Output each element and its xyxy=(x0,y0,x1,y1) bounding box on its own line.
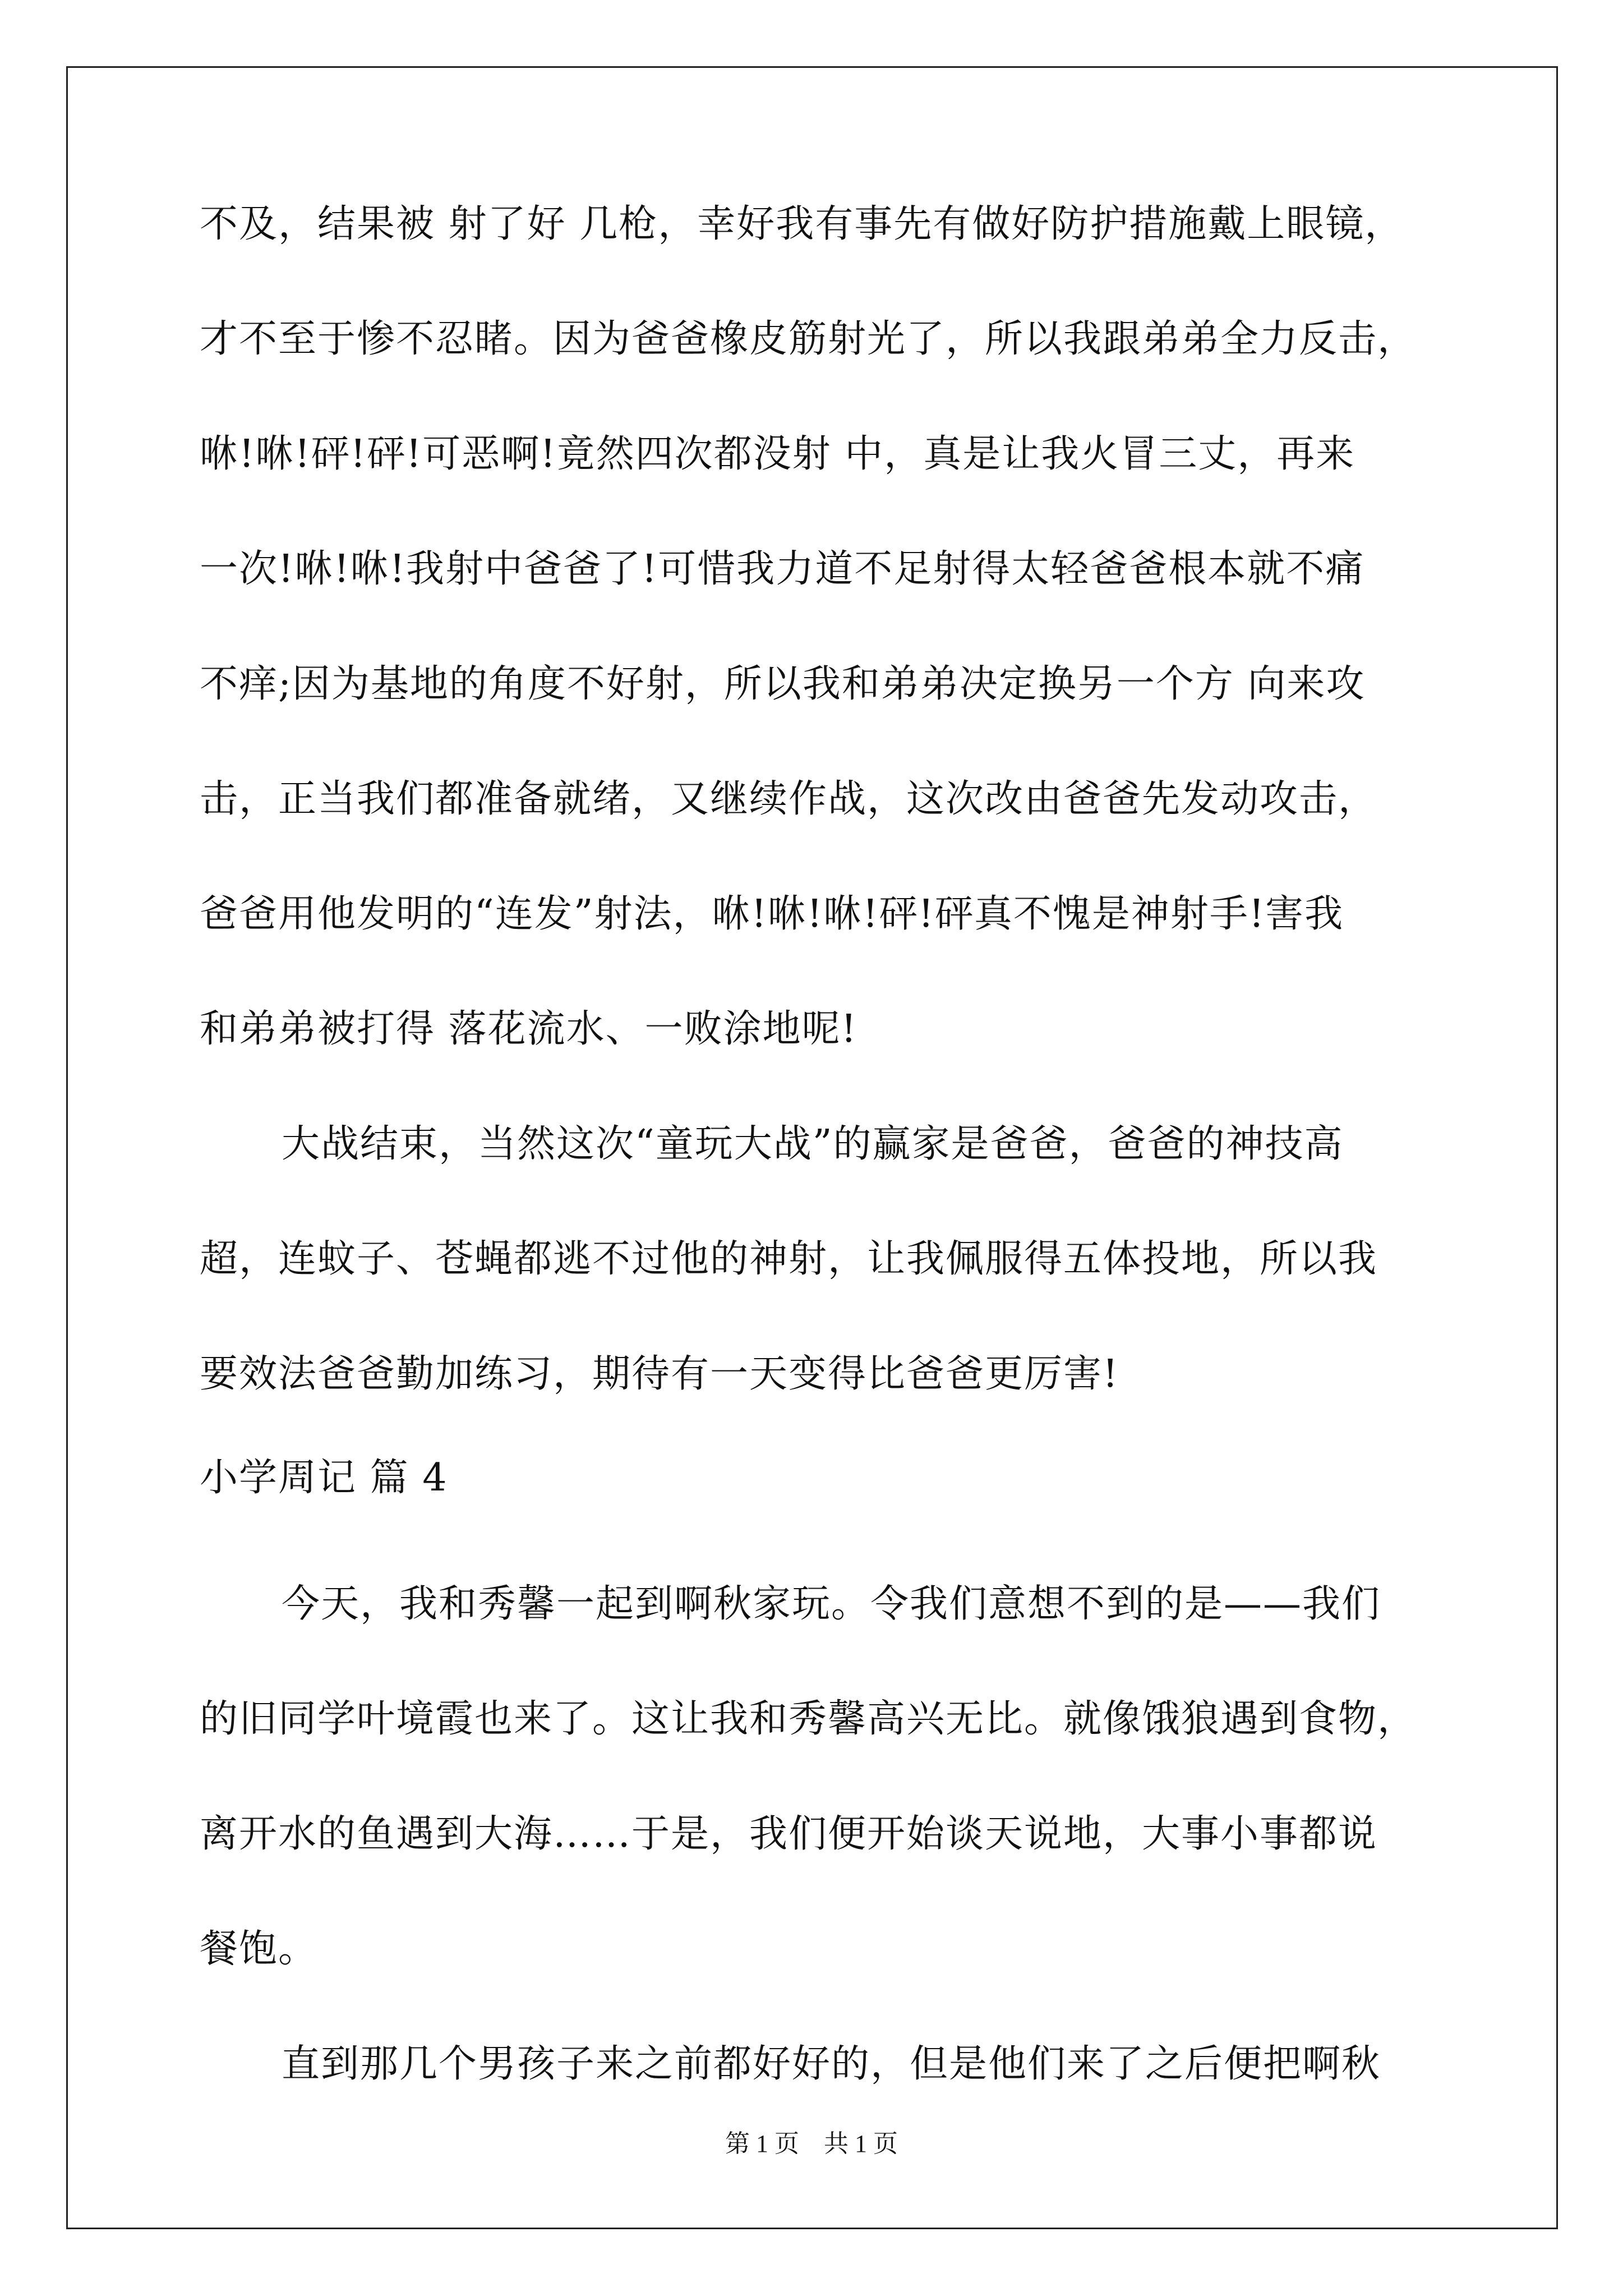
page-number: 第 1 页 共 1 页 xyxy=(725,2130,898,2157)
text-line: 不痒;因为基地的角度不好射，所以我和弟弟决定换另一个方 向来攻 xyxy=(200,662,1366,706)
text-line: 一次!咻!咻!我射中爸爸了!可惜我力道不足射得太轻爸爸根本就不痛 xyxy=(200,547,1365,591)
text-line: 超，连蚊子、苍蝇都逃不过他的神射，让我佩服得五体投地，所以我 xyxy=(200,1237,1378,1281)
text-line: 爸爸用他发明的“连发”射法，咻!咻!咻!砰!砰真不愧是神射手!害我 xyxy=(200,892,1344,936)
text-line: 和弟弟被打得 落花流水、一败涂地呢! xyxy=(200,1007,857,1051)
paragraph-start: 今天，我和秀馨一起到啊秋家玩。令我们意想不到的是——我们 xyxy=(282,1582,1381,1626)
text-line: 咻!咻!砰!砰!可恶啊!竟然四次都没射 中，真是让我火冒三丈，再来 xyxy=(200,432,1355,476)
section-heading: 小学周记 篇 4 xyxy=(200,1456,448,1500)
text-line: 才不至于惨不忍睹。因为爸爸橡皮筋射光了，所以我跟弟弟全力反击， xyxy=(200,317,1417,361)
text-line: 的旧同学叶境霞也来了。这让我和秀馨高兴无比。就像饿狼遇到食物， xyxy=(200,1697,1417,1741)
text-line: 离开水的鱼遇到大海……于是，我们便开始谈天说地，大事小事都说 xyxy=(200,1812,1378,1856)
text-line: 要效法爸爸勤加练习，期待有一天变得比爸爸更厉害! xyxy=(200,1352,1119,1396)
text-line: 餐饱。 xyxy=(200,1927,318,1971)
text-line: 不及，结果被 射了好 几枪，幸好我有事先有做好防护措施戴上眼镜， xyxy=(200,202,1404,246)
paragraph-start: 大战结束，当然这次“童玩大战”的赢家是爸爸，爸爸的神技高 xyxy=(282,1122,1344,1166)
paragraph-start: 直到那几个男孩子来之前都好好的，但是他们来了之后便把啊秋 xyxy=(282,2042,1381,2086)
text-line: 击，正当我们都准备就绪，又继续作战，这次改由爸爸先发动攻击， xyxy=(200,777,1378,821)
